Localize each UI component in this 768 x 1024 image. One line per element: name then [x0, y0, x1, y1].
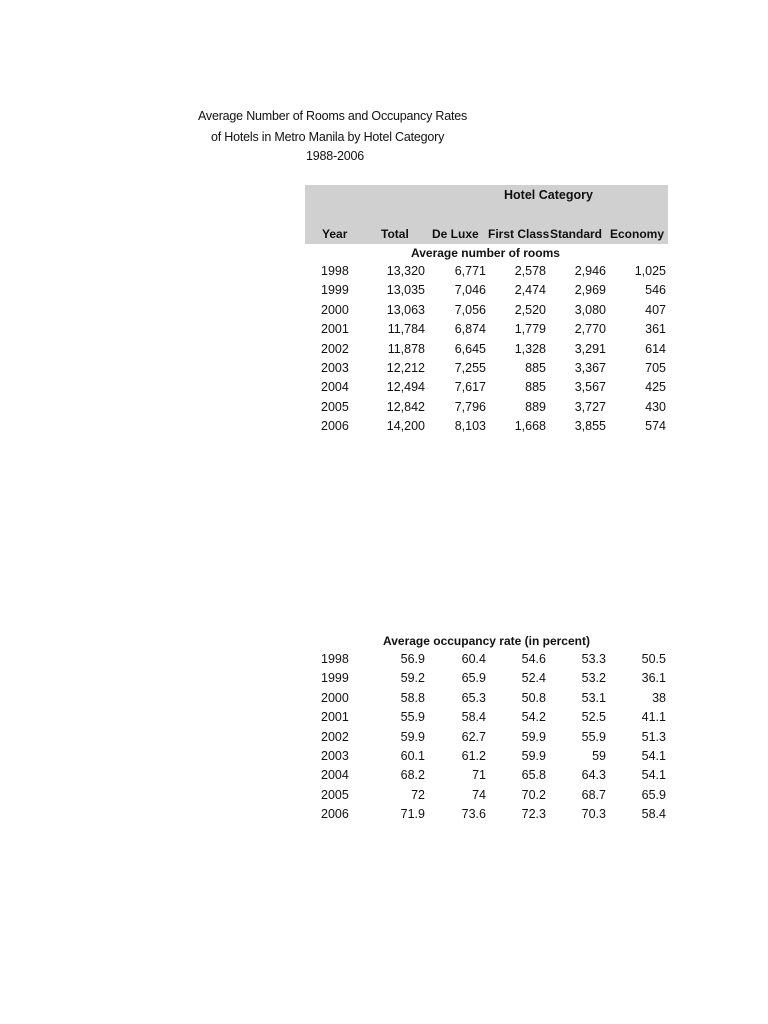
first-class-cell: 72.3 [521, 807, 546, 822]
standard-cell: 3,727 [574, 399, 606, 414]
standard-cell: 52.5 [581, 710, 606, 725]
hotel-category-group-header: Hotel Category [504, 188, 593, 202]
column-header-economy: Economy [610, 227, 665, 241]
occupancy-table-row [0, 749, 768, 768]
year-cell: 1998 [321, 264, 349, 278]
standard-cell: 3,080 [574, 302, 606, 317]
standard-cell: 2,770 [574, 322, 606, 337]
standard-cell: 53.1 [581, 690, 606, 705]
economy-cell: 51.3 [641, 729, 666, 744]
year-cell: 2004 [321, 380, 349, 395]
occupancy-table-row [0, 788, 768, 807]
deluxe-cell: 60.4 [461, 652, 486, 666]
total-cell: 13,320 [386, 264, 425, 278]
year-cell: 2004 [321, 768, 349, 783]
standard-cell: 59 [592, 749, 606, 763]
column-header-total: Total [381, 227, 409, 241]
first-class-cell: 1,668 [514, 419, 546, 434]
first-class-cell: 59.9 [521, 729, 546, 744]
economy-cell: 546 [645, 283, 666, 298]
rooms-table-row [0, 361, 768, 380]
rooms-table-row [0, 322, 768, 341]
total-cell: 72 [411, 787, 425, 802]
first-class-cell: 50.8 [521, 690, 546, 705]
standard-cell: 2,969 [574, 283, 606, 298]
first-class-cell: 885 [525, 380, 546, 395]
economy-cell: 430 [645, 399, 666, 414]
year-cell: 2002 [321, 341, 349, 356]
deluxe-cell: 6,645 [454, 341, 486, 356]
deluxe-cell: 8,103 [454, 419, 486, 434]
economy-cell: 58.4 [641, 807, 666, 822]
standard-cell: 55.9 [581, 729, 606, 744]
economy-cell: 1,025 [634, 264, 666, 278]
occupancy-table-row [0, 691, 768, 710]
year-cell: 2006 [321, 807, 349, 822]
standard-cell: 64.3 [581, 768, 606, 783]
economy-cell: 407 [645, 302, 666, 317]
occupancy-table-row [0, 710, 768, 729]
economy-cell: 705 [645, 361, 666, 375]
total-cell: 68.2 [400, 768, 425, 783]
first-class-cell: 1,328 [514, 341, 546, 356]
year-cell: 2000 [321, 690, 349, 705]
rooms-table-row [0, 303, 768, 322]
year-cell: 2003 [321, 361, 349, 375]
first-class-cell: 889 [525, 399, 546, 414]
economy-cell: 574 [645, 419, 666, 434]
total-cell: 13,063 [386, 302, 425, 317]
economy-cell: 38 [652, 690, 666, 705]
year-cell: 1999 [321, 283, 349, 298]
deluxe-cell: 73.6 [461, 807, 486, 822]
total-cell: 59.2 [400, 671, 425, 686]
deluxe-cell: 71 [472, 768, 486, 783]
year-cell: 2006 [321, 419, 349, 434]
deluxe-cell: 62.7 [461, 729, 486, 744]
standard-cell: 2,946 [574, 264, 606, 278]
first-class-cell: 2,474 [514, 283, 546, 298]
deluxe-cell: 61.2 [461, 749, 486, 763]
deluxe-cell: 7,255 [454, 361, 486, 375]
economy-cell: 425 [645, 380, 666, 395]
deluxe-cell: 58.4 [461, 710, 486, 725]
economy-cell: 36.1 [641, 671, 666, 686]
rooms-table-row [0, 419, 768, 438]
year-cell: 2002 [321, 729, 349, 744]
column-header-first-class: First Class [488, 227, 550, 241]
first-class-cell: 1,779 [514, 322, 546, 337]
rooms-table-row [0, 342, 768, 361]
deluxe-cell: 7,056 [454, 302, 486, 317]
page-title-line-1: Average Number of Rooms and Occupancy Rates [198, 109, 468, 123]
economy-cell: 50.5 [641, 652, 666, 666]
total-cell: 11,784 [387, 322, 425, 337]
standard-cell: 3,291 [574, 341, 606, 356]
deluxe-cell: 65.9 [461, 671, 486, 686]
total-cell: 11,878 [387, 341, 425, 356]
standard-cell: 70.3 [581, 807, 606, 822]
page-title-date-range: 1988-2006 [306, 149, 364, 163]
economy-cell: 65.9 [641, 787, 666, 802]
first-class-cell: 70.2 [521, 787, 546, 802]
total-cell: 55.9 [400, 710, 425, 725]
deluxe-cell: 7,796 [454, 399, 486, 414]
year-cell: 2003 [321, 749, 349, 763]
rooms-table-row [0, 380, 768, 399]
standard-cell: 3,567 [574, 380, 606, 395]
total-cell: 12,494 [386, 380, 425, 395]
deluxe-cell: 6,771 [454, 264, 486, 278]
total-cell: 71.9 [400, 807, 425, 822]
rooms-table-row [0, 283, 768, 302]
first-class-cell: 59.9 [521, 749, 546, 763]
deluxe-cell: 74 [472, 787, 486, 802]
standard-cell: 53.2 [581, 671, 606, 686]
year-cell: 2000 [321, 302, 349, 317]
column-header-year: Year [322, 227, 348, 241]
first-class-cell: 2,578 [514, 264, 546, 278]
standard-cell: 3,855 [574, 419, 606, 434]
standard-cell: 53.3 [581, 652, 606, 666]
year-cell: 2001 [321, 322, 349, 337]
occupancy-table-row [0, 807, 768, 826]
standard-cell: 68.7 [581, 787, 606, 802]
deluxe-cell: 7,046 [454, 283, 486, 298]
economy-cell: 614 [645, 341, 666, 356]
occupancy-table-row [0, 730, 768, 749]
total-cell: 14,200 [386, 419, 425, 434]
deluxe-cell: 6,874 [454, 322, 486, 337]
occupancy-table-row [0, 768, 768, 787]
rooms-table-row [0, 400, 768, 419]
deluxe-cell: 65.3 [461, 690, 486, 705]
first-class-cell: 65.8 [521, 768, 546, 783]
occupancy-table-row [0, 671, 768, 690]
occupancy-table-row [0, 652, 768, 671]
year-cell: 2005 [321, 787, 349, 802]
column-header-deluxe: De Luxe [432, 227, 479, 241]
economy-cell: 361 [645, 322, 666, 337]
total-cell: 13,035 [386, 283, 425, 298]
column-header-standard: Standard [550, 227, 603, 241]
economy-cell: 54.1 [641, 768, 666, 783]
first-class-cell: 885 [525, 361, 546, 375]
economy-cell: 54.1 [641, 749, 666, 763]
first-class-cell: 52.4 [521, 671, 546, 686]
total-cell: 12,212 [386, 361, 425, 375]
deluxe-cell: 7,617 [454, 380, 486, 395]
standard-cell: 3,367 [574, 361, 606, 375]
total-cell: 56.9 [400, 652, 425, 666]
rooms-table-row [0, 264, 768, 283]
year-cell: 1999 [321, 671, 349, 686]
occupancy-section-label: Average occupancy rate (in percent) [383, 634, 590, 648]
year-cell: 2001 [321, 710, 349, 725]
first-class-cell: 54.6 [521, 652, 546, 666]
year-cell: 1998 [321, 652, 349, 666]
first-class-cell: 54.2 [521, 710, 546, 725]
first-class-cell: 2,520 [514, 302, 546, 317]
total-cell: 60.1 [400, 749, 425, 763]
rooms-section-label: Average number of rooms [411, 246, 560, 260]
year-cell: 2005 [321, 399, 349, 414]
total-cell: 12,842 [386, 399, 425, 414]
economy-cell: 41.1 [641, 710, 666, 725]
page-title-line-2: of Hotels in Metro Manila by Hotel Category [211, 130, 445, 144]
total-cell: 58.8 [400, 690, 425, 705]
total-cell: 59.9 [400, 729, 425, 744]
